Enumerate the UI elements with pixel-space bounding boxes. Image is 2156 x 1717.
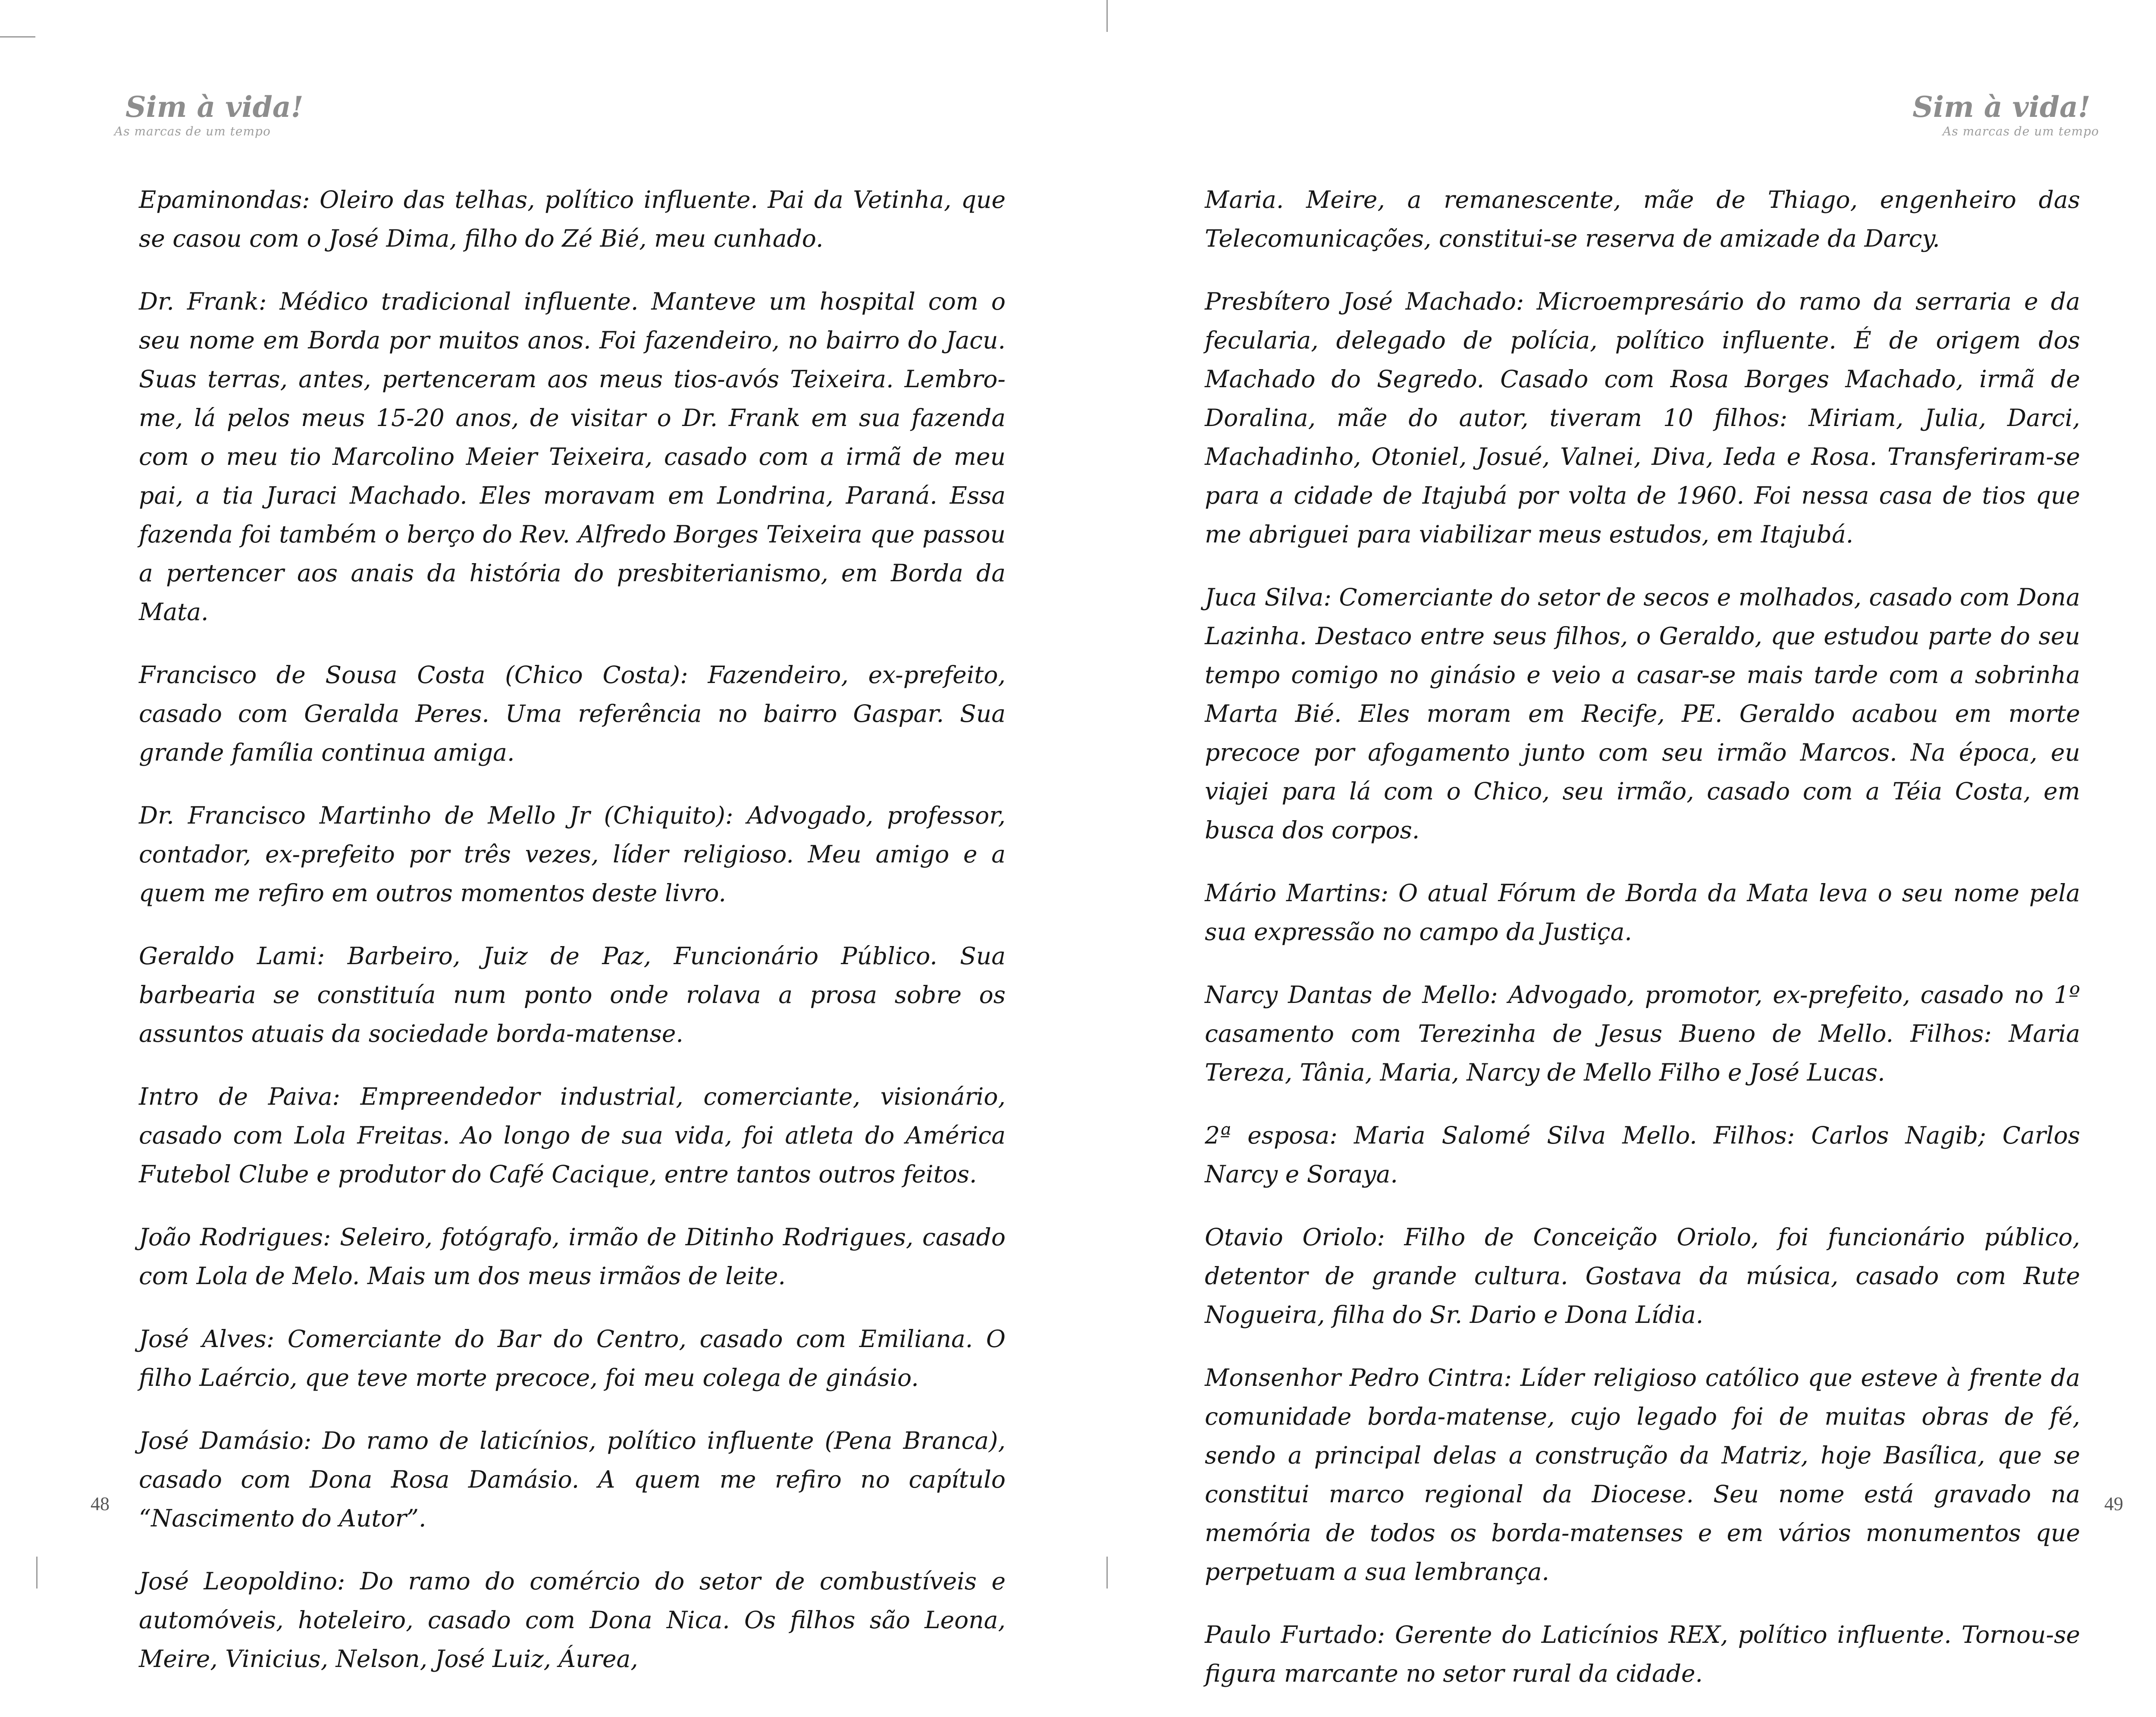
page-number: 48 bbox=[91, 1493, 110, 1514]
page-body bbox=[139, 180, 1006, 1702]
book-subtitle: As marcas de um tempo bbox=[114, 124, 271, 138]
paragraph: Mário Martins: O atual Fórum de Borda da Mata leva o seu nome pela sua expressão no campo da Justiça. bbox=[1205, 879, 2080, 946]
paragraph: Dr. Francisco Martinho de Mello Jr (Chiquito): Advogado, professor, contador, ex-prefeito por três vezes, líder religioso. Meu amigo e a quem me refiro em outros momentos deste livro. bbox=[139, 802, 1006, 907]
book-title: Sim à vida! bbox=[1912, 90, 2090, 124]
right-page bbox=[1107, 0, 2156, 1687]
paragraph: Presbítero José Machado: Microempresário do ramo da serraria e da fecularia, delegado de polícia, político influente. É de origem dos Machado do Segredo. Casado com Rosa Borges Machado, irmã de Doralina, mãe do autor, tiveram 10 filhos: Miriam, Julia, Darci, Machadinho, Otoniel, Josué, Valnei, Diva, Ieda e Rosa. Transferiram-se para a cidade de Itajubá por volta de 1960. Foi nessa casa de tios que me abriguei para viabilizar meus estudos, em Itajubá. bbox=[1205, 288, 2080, 548]
book-subtitle: As marcas de um tempo bbox=[1943, 124, 2099, 138]
crop-mark bbox=[0, 36, 35, 38]
running-head bbox=[114, 90, 304, 138]
paragraph: Narcy Dantas de Mello: Advogado, promotor, ex-prefeito, casado no 1º casamento com Terezinha de Jesus Bueno de Mello. Filhos: Maria Tereza, Tânia, Maria, Narcy de Mello Filho e José Lucas. bbox=[1205, 981, 2080, 1086]
paragraph: Francisco de Sousa Costa (Chico Costa): Fazendeiro, ex-prefeito, casado com Geralda Peres. Uma referência no bairro Gaspar. Sua grande família continua amiga. bbox=[139, 661, 1006, 766]
paragraph: José Damásio: Do ramo de laticínios, político influente (Pena Branca), casado com Dona Rosa Damásio. A quem me refiro no capítulo “Nascimento do Autor”. bbox=[139, 1427, 1006, 1532]
paragraph: Epaminondas: Oleiro das telhas, político influente. Pai da Vetinha, que se casou com o José Dima, filho do Zé Bié, meu cunhado. bbox=[139, 186, 1006, 252]
paragraph: Geraldo Lami: Barbeiro, Juiz de Paz, Funcionário Público. Sua barbearia se constituía num ponto onde rolava a prosa sobre os assuntos atuais da sociedade borda-matense. bbox=[139, 942, 1006, 1047]
paragraph: Dr. Frank: Médico tradicional influente. Manteve um hospital com o seu nome em Borda por muitos anos. Foi fazendeiro, no bairro do Jacu. Suas terras, antes, pertenceram aos meus tios-avós Teixeira. Lembro-me, lá pelos meus 15-20 anos, de visitar o Dr. Frank em sua fazenda com o meu tio Marcolino Meier Teixeira, casado com a irmã de meu pai, a tia Juraci Machado. Eles moravam em Londrina, Paraná. Essa fazenda foi também o berço do Rev. Alfredo Borges Teixeira que passou a pertencer aos anais da história do presbiterianismo, em Borda da Mata. bbox=[139, 288, 1006, 626]
paragraph: 2ª esposa: Maria Salomé Silva Mello. Filhos: Carlos Nagib; Carlos Narcy e Soraya. bbox=[1205, 1122, 2080, 1188]
crop-mark bbox=[1106, 1557, 1108, 1589]
book-title: Sim à vida! bbox=[125, 90, 304, 124]
paragraph: Monsenhor Pedro Cintra: Líder religioso católico que esteve à frente da comunidade borda-matense, cujo legado foi de muitas obras de fé, sendo a principal delas a construção da Matriz, hoje Basílica, que se constitui marco regional da Diocese. Seu nome está gravado na memória de todos os borda-matenses e em vários monumentos que perpetuam a sua lembrança. bbox=[1205, 1364, 2080, 1585]
paragraph: Intro de Paiva: Empreendedor industrial, comerciante, visionário, casado com Lola Freitas. Ao longo de sua vida, foi atleta do América Futebol Clube e produtor do Café Cacique, entre tantos outros feitos. bbox=[139, 1083, 1006, 1188]
paragraph: Otavio Oriolo: Filho de Conceição Oriolo, foi funcionário público, detentor de grande cultura. Gostava da música, casado com Rute Nogueira, filha do Sr. Dario e Dona Lídia. bbox=[1205, 1223, 2080, 1328]
page-body bbox=[1205, 180, 2080, 1717]
paragraph: Juca Silva: Comerciante do setor de secos e molhados, casado com Dona Lazinha. Destaco entre seus filhos, o Geraldo, que estudou parte do seu tempo comigo no ginásio e veio a casar-se mais tarde com a sobrinha Marta Bié. Eles moram em Recife, PE. Geraldo acabou em morte precoce por afogamento junto com seu irmão Marcos. Na época, eu viajei para lá com o Chico, seu irmão, casado com a Téia Costa, em busca dos corpos. bbox=[1205, 583, 2080, 844]
paragraph: Paulo Furtado: Gerente do Laticínios REX, político influente. Tornou-se figura marcante no setor rural da cidade. bbox=[1205, 1621, 2080, 1687]
paragraph: José Leopoldino: Do ramo do comércio do setor de combustíveis e automóveis, hoteleiro, casado com Dona Nica. Os filhos são Leona, Meire, Vinicius, Nelson, José Luiz, Áurea, bbox=[139, 1567, 1006, 1673]
paragraph: João Rodrigues: Seleiro, fotógrafo, irmão de Ditinho Rodrigues, casado com Lola de Melo. Mais um dos meus irmãos de leite. bbox=[139, 1223, 1006, 1290]
running-head bbox=[1912, 90, 2099, 138]
paragraph: Maria. Meire, a remanescente, mãe de Thiago, engenheiro das Telecomunicações, constitui-se reserva de amizade da Darcy. bbox=[1205, 186, 2080, 252]
crop-mark bbox=[36, 1557, 38, 1589]
paragraph: José Alves: Comerciante do Bar do Centro, casado com Emiliana. O filho Laércio, que teve morte precoce, foi meu colega de ginásio. bbox=[139, 1325, 1006, 1391]
page-number: 49 bbox=[2104, 1493, 2123, 1514]
crop-mark bbox=[1106, 0, 1108, 32]
